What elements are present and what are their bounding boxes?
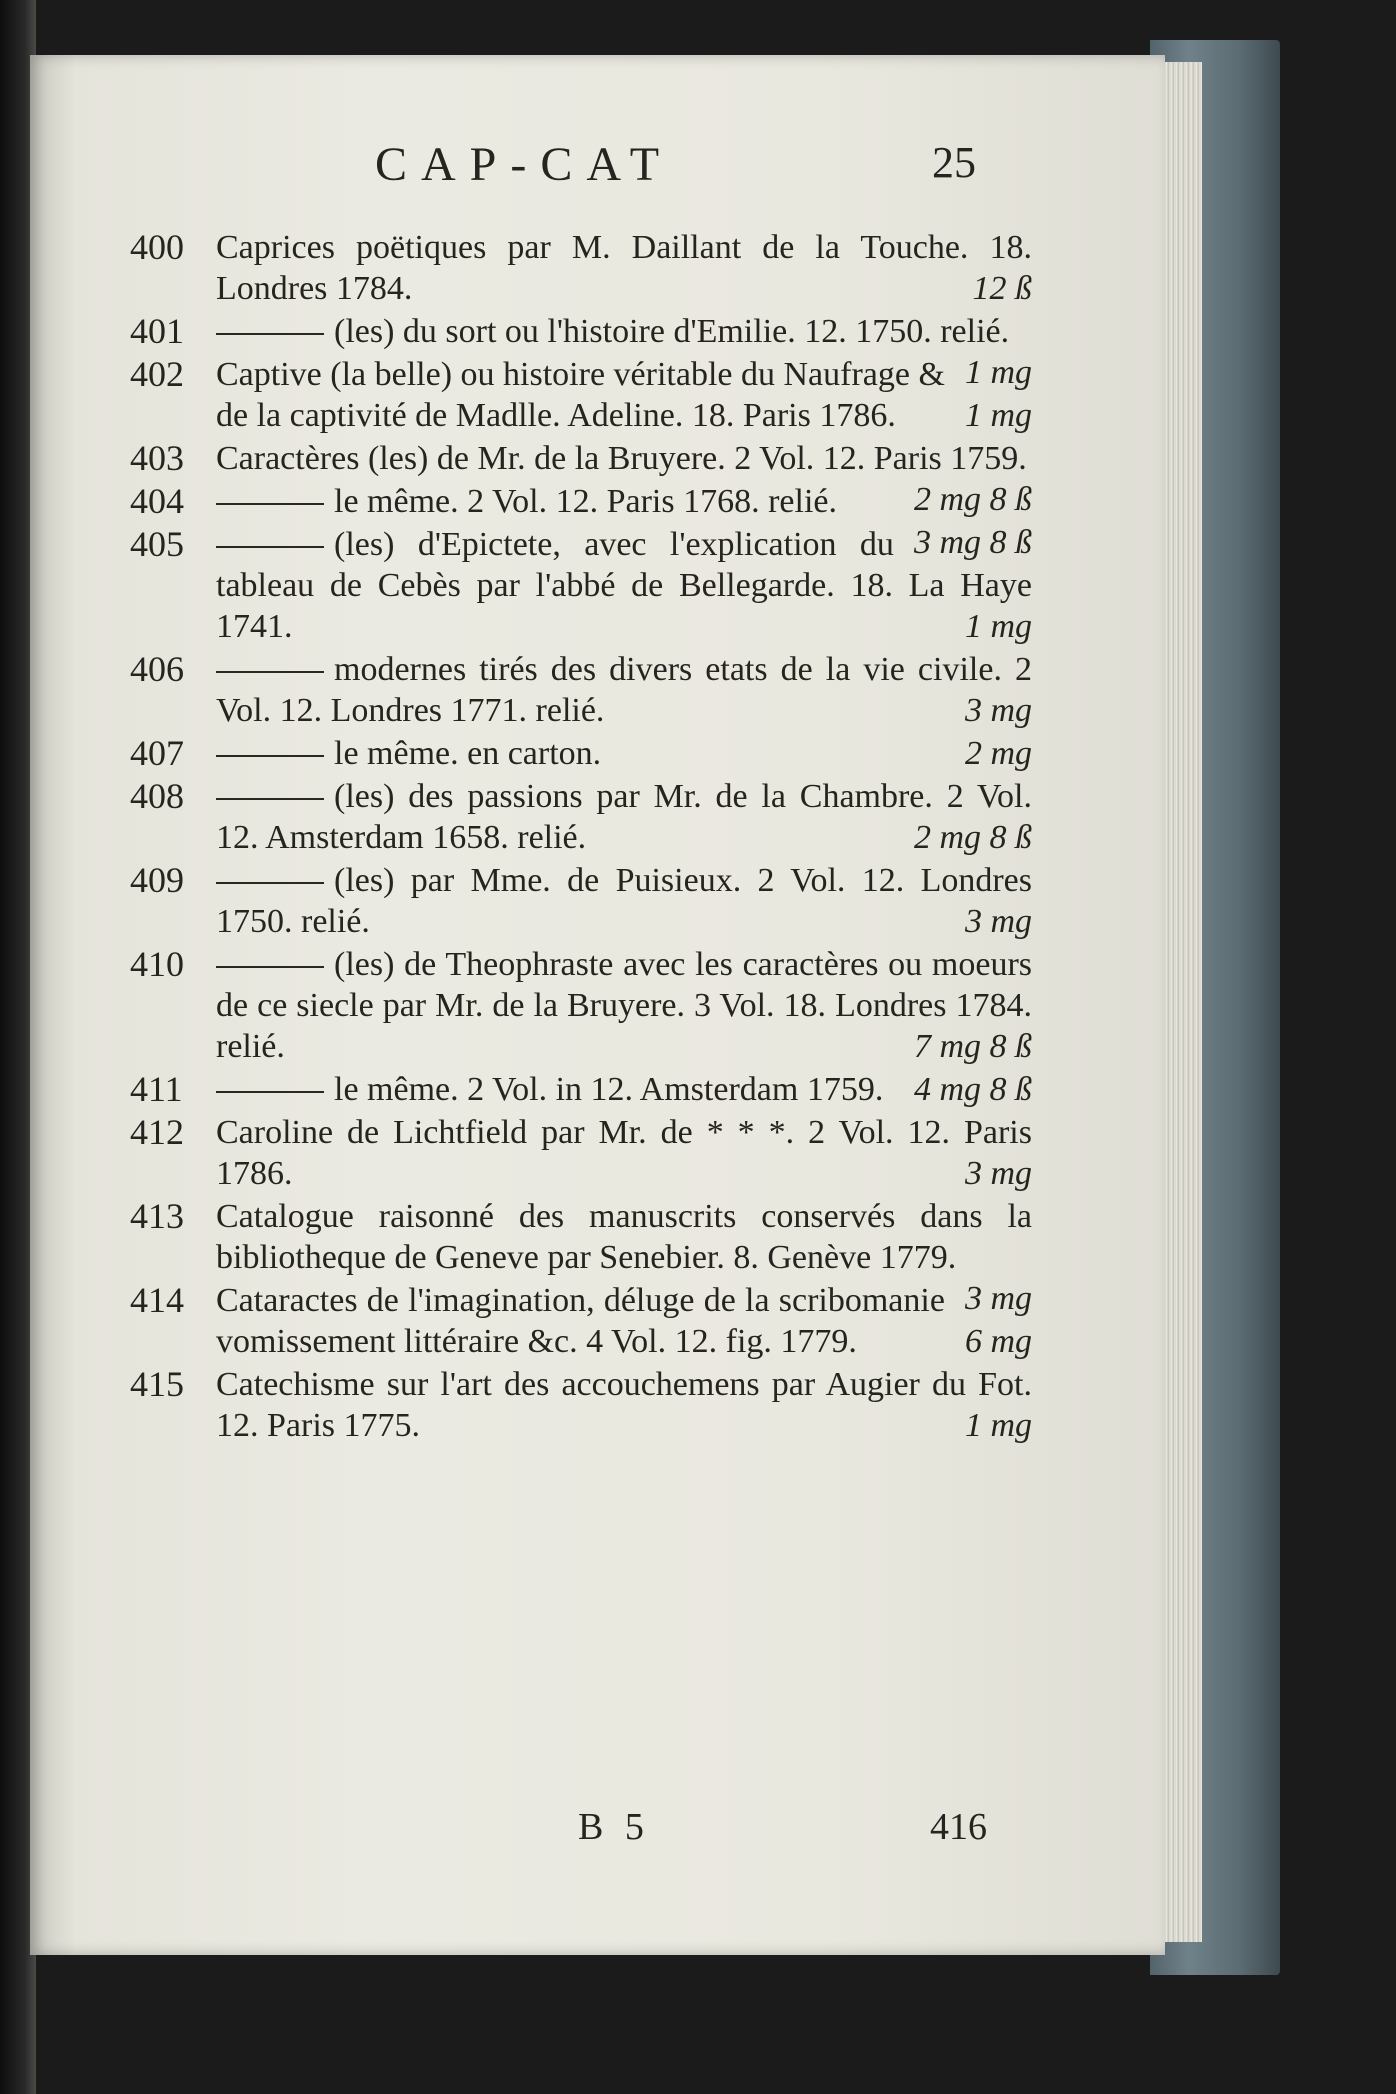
ditto-dash bbox=[216, 503, 324, 505]
entry-text-block bbox=[216, 1364, 1032, 1446]
entry-price: 2 mg bbox=[964, 735, 1032, 772]
ditto-dash bbox=[216, 1091, 324, 1093]
entry-description: Caractères (les) de Mr. de la Bruyere. 2 Vol. 12. Paris 1759. bbox=[216, 440, 1027, 477]
printer-signature: B 5 bbox=[578, 1806, 650, 1848]
catalogue-entry bbox=[30, 1112, 1165, 1194]
entry-number: 403 bbox=[130, 438, 184, 478]
entry-price: 2 mg 8 ß bbox=[913, 819, 1032, 856]
ditto-dash bbox=[216, 333, 324, 335]
entry-number: 405 bbox=[130, 524, 184, 564]
entry-text-block bbox=[216, 1112, 1032, 1194]
catalogue-entry bbox=[30, 944, 1165, 1067]
catalogue-entry bbox=[30, 860, 1165, 942]
catchword: 416 bbox=[930, 1806, 987, 1848]
entry-description: Catechisme sur l'art des accouchemens par Augier du Fot. 12. Paris 1775. bbox=[216, 1366, 1032, 1444]
entry-description: modernes tirés des divers etats de la vie civile. 2 Vol. 12. Londres 1771. relié. bbox=[216, 651, 1032, 729]
entry-text-block bbox=[216, 860, 1032, 942]
entry-text-block bbox=[216, 481, 1032, 561]
entry-text-block bbox=[216, 311, 1032, 391]
entry-number: 407 bbox=[130, 733, 184, 773]
catalogue-entry bbox=[30, 524, 1165, 647]
catalogue-entry bbox=[30, 776, 1165, 858]
ditto-dash bbox=[216, 882, 324, 884]
entry-price: 7 mg 8 ß bbox=[913, 1028, 1032, 1065]
entry-text-block bbox=[216, 1196, 1032, 1317]
ditto-dash bbox=[216, 966, 324, 968]
entry-description: Catalogue raisonné des manuscrits conservés dans la bibliotheque de Geneve par Senebier. 8. Genève 1779. bbox=[216, 1198, 1032, 1276]
entry-number: 414 bbox=[130, 1280, 184, 1320]
page-stack-edge bbox=[1160, 62, 1202, 1942]
entry-text-block bbox=[216, 227, 1032, 309]
ditto-dash bbox=[216, 546, 324, 548]
entry-price: 1 mg bbox=[964, 354, 1032, 391]
ditto-dash bbox=[216, 755, 324, 757]
entry-price: 1 mg bbox=[964, 608, 1032, 645]
entry-price: 2 mg 8 ß bbox=[913, 481, 1032, 518]
entry-price: 3 mg bbox=[964, 692, 1032, 729]
entry-price: 4 mg 8 ß bbox=[913, 1071, 1032, 1108]
entry-description: le même. 2 Vol. in 12. Amsterdam 1759. bbox=[334, 1071, 884, 1108]
catalogue-entry bbox=[30, 1364, 1165, 1446]
ditto-dash bbox=[216, 798, 324, 800]
entry-number: 409 bbox=[130, 860, 184, 900]
entry-description: Caroline de Lichtfield par Mr. de * * *. 2 Vol. 12. Paris 1786. bbox=[216, 1114, 1032, 1192]
entry-number: 413 bbox=[130, 1196, 184, 1236]
entry-text-block bbox=[216, 1280, 1032, 1362]
entry-text-block bbox=[216, 649, 1032, 731]
entry-text-block bbox=[216, 733, 1032, 774]
entry-text-block bbox=[216, 1069, 1032, 1110]
catalogue-entry bbox=[30, 733, 1165, 774]
entry-description: Captive (la belle) ou histoire véritable du Naufrage & de la captivité de Madlle. Adeline. 18. Paris 1786. bbox=[216, 356, 945, 434]
entry-description: (les) de Theophraste avec les caractères ou moeurs de ce siecle par Mr. de la Bruyere. 3 Vol. 18. Londres 1784. relié. bbox=[216, 946, 1032, 1065]
entry-number: 400 bbox=[130, 227, 184, 267]
entry-price: 3 mg bbox=[964, 1155, 1032, 1192]
entry-price: 3 mg bbox=[964, 1280, 1032, 1317]
entry-number: 415 bbox=[130, 1364, 184, 1404]
entry-price: 6 mg bbox=[964, 1323, 1032, 1360]
entry-number: 401 bbox=[130, 311, 184, 351]
entry-price: 12 ß bbox=[972, 270, 1032, 307]
entry-number: 411 bbox=[130, 1069, 183, 1109]
entry-text-block bbox=[216, 524, 1032, 647]
entry-text-block bbox=[216, 944, 1032, 1067]
entry-description: (les) par Mme. de Puisieux. 2 Vol. 12. Londres 1750. relié. bbox=[216, 862, 1032, 940]
entry-description: le même. 2 Vol. 12. Paris 1768. relié. bbox=[334, 483, 838, 520]
catalogue-entry bbox=[30, 354, 1165, 436]
entry-price: 1 mg bbox=[964, 1407, 1032, 1444]
entry-number: 410 bbox=[130, 944, 184, 984]
entry-description: Caprices poëtiques par M. Daillant de la Touche. 18. Londres 1784. bbox=[216, 229, 1032, 307]
entry-price: 3 mg bbox=[964, 903, 1032, 940]
entry-description: (les) du sort ou l'histoire d'Emilie. 12. 1750. relié. bbox=[334, 313, 1010, 350]
entry-number: 408 bbox=[130, 776, 184, 816]
entry-number: 402 bbox=[130, 354, 184, 394]
catalogue-entry bbox=[30, 649, 1165, 731]
running-head-title: CAP-CAT bbox=[375, 138, 674, 191]
entry-text-block bbox=[216, 354, 1032, 436]
entry-text-block bbox=[216, 776, 1032, 858]
entry-price: 3 mg 8 ß bbox=[913, 524, 1032, 561]
entry-number: 412 bbox=[130, 1112, 184, 1152]
catalogue-entries bbox=[30, 227, 1165, 1448]
page-number: 25 bbox=[932, 138, 976, 187]
entry-description: le même. en carton. bbox=[334, 735, 602, 772]
catalogue-entry bbox=[30, 1280, 1165, 1362]
catalogue-entry bbox=[30, 227, 1165, 309]
entry-number: 404 bbox=[130, 481, 184, 521]
book-page bbox=[30, 55, 1165, 1955]
entry-description: (les) d'Epictete, avec l'explication du tableau de Cebès par l'abbé de Bellegarde. 18. La Haye 1741. bbox=[216, 526, 1032, 645]
running-head bbox=[30, 137, 1165, 207]
catalogue-entry bbox=[30, 1069, 1165, 1110]
entry-number: 406 bbox=[130, 649, 184, 689]
entry-description: (les) des passions par Mr. de la Chambre. 2 Vol. 12. Amsterdam 1658. relié. bbox=[216, 778, 1032, 856]
page-footer bbox=[30, 1805, 1165, 1865]
entry-price: 1 mg bbox=[964, 397, 1032, 434]
entry-description: Cataractes de l'imagination, déluge de la scribomanie vomissement littéraire &c. 4 Vol. 12. fig. 1779. bbox=[216, 1282, 945, 1360]
ditto-dash bbox=[216, 671, 324, 673]
